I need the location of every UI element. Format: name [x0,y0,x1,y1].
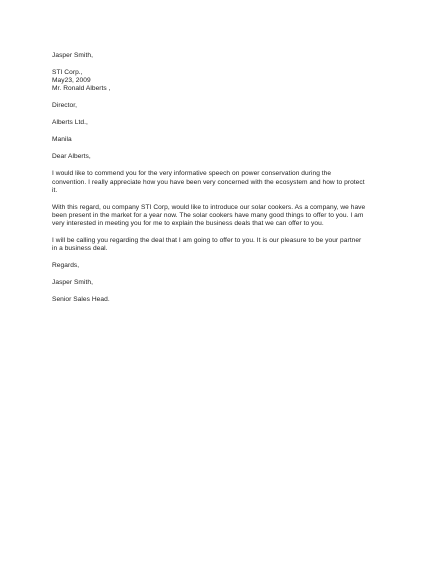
spacer [52,254,392,263]
recipient-name: Mr. Ronald Alberts , [52,85,111,93]
spacer [52,94,392,103]
spacer [52,288,392,297]
sender-company: STI Corp., [52,69,83,76]
paragraph-1-line: it. [52,186,58,194]
recipient-title: Director, [52,102,77,110]
paragraph-1-line: convention. I really appreciate how you have been very concerned with the ecosystem and how to protect [52,178,365,186]
closing: Regards, [52,262,80,270]
letter-date: May23, 2009 [52,77,91,85]
letter-body [52,52,392,305]
spacer [52,271,392,280]
paragraph-3-line: I will be calling you regarding the deal that I am going to offer to you. It is our pleasure to be your partner [52,237,362,245]
spacer [52,195,392,204]
paragraph-2-line: very interested in meeting you for me to explain the business deals that we can offer to you. [52,220,324,228]
sender-name: Jasper Smith, [52,52,93,59]
salutation: Dear Alberts, [52,153,91,161]
recipient-city: Manila [52,136,72,144]
signature-name: Jasper Smith, [52,279,93,287]
spacer [52,145,392,154]
paragraph-1-line: I would like to commend you for the very informative speech on power conservation during the [52,170,332,178]
spacer [52,162,392,171]
recipient-company: Alberts Ltd., [52,119,88,127]
paragraph-2-line: been present in the market for a year now. The solar cookers have many good things to offer to you. I am [52,212,364,220]
signature-title: Senior Sales Head. [52,296,110,304]
spacer [52,60,392,69]
spacer [52,111,392,120]
paragraph-3-line: in a business deal. [52,245,108,253]
spacer [52,228,392,237]
paragraph-2-line: With this regard, ou company STI Corp, would like to introduce our solar cookers. As a company, we have [52,203,366,211]
spacer [52,128,392,137]
